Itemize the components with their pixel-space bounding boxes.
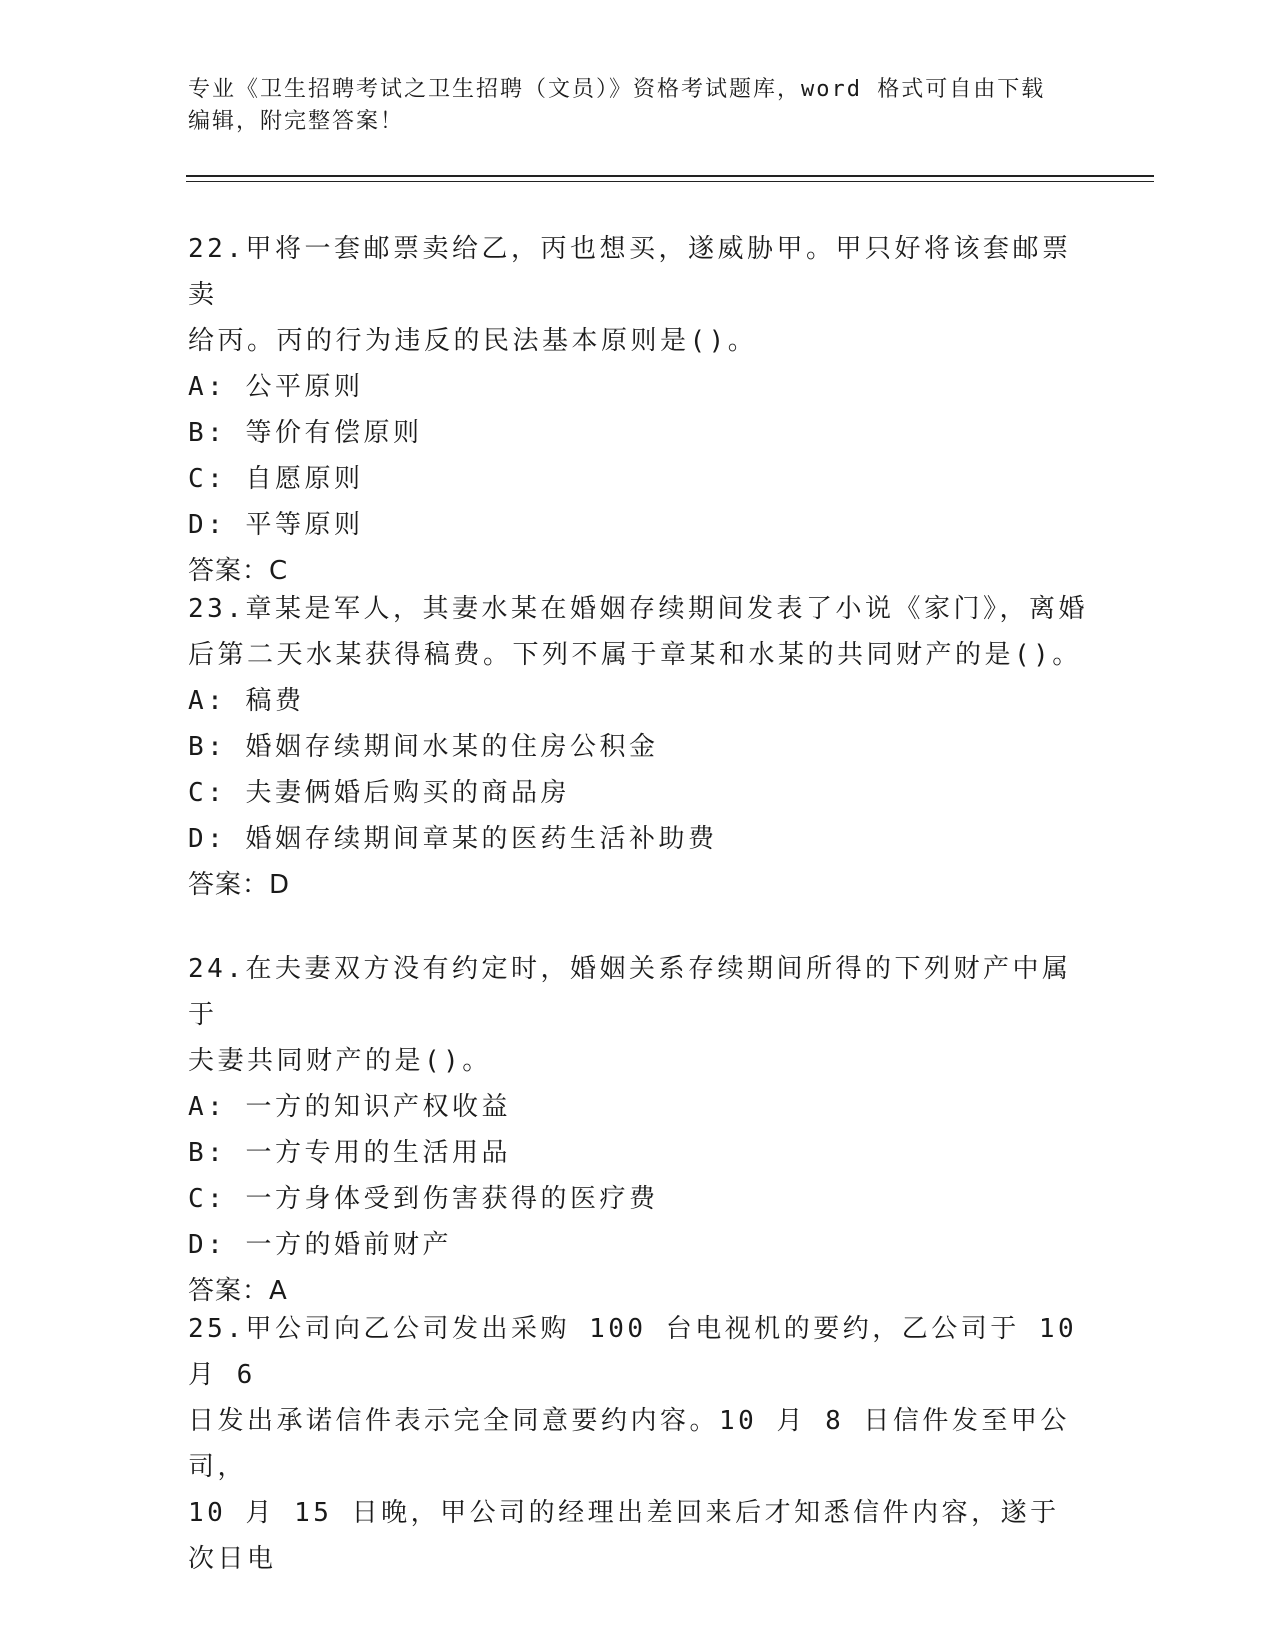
- option-d: D: 平等原则: [188, 510, 364, 540]
- answer-label: 答案：D: [188, 870, 291, 900]
- document-header: 专业《卫生招聘考试之卫生招聘（文员）》资格考试题库，word 格式可自由下载 编辑，附完整答案！: [188, 77, 1046, 134]
- header-divider-thick: [186, 175, 1154, 177]
- answer-label: 答案：A: [188, 1276, 288, 1306]
- option-b: B: 婚姻存续期间水某的住房公积金: [188, 732, 659, 762]
- question-24: [188, 946, 1088, 1314]
- option-b: B: 等价有偿原则: [188, 418, 423, 448]
- question-22: [188, 226, 1088, 594]
- question-23: [188, 586, 1088, 908]
- option-c: C: 自愿原则: [188, 464, 364, 494]
- option-d: D: 一方的婚前财产: [188, 1230, 452, 1260]
- header-divider-thin: [186, 181, 1154, 182]
- option-c: C: 一方身体受到伤害获得的医疗费: [188, 1184, 659, 1214]
- question-stem: 22.甲将一套邮票卖给乙，丙也想买，遂威胁甲。甲只好将该套邮票卖 给丙。丙的行为违反的民法基本原则是()。: [188, 234, 1072, 356]
- question-stem: 25.甲公司向乙公司发出采购 100 台电视机的要约，乙公司于 10 月 6 日发出承诺信件表示完全同意要约内容。10 月 8 日信件发至甲公司， 10 月 15 日晚，甲公司的经理出差回来后才知悉信件内容，遂于次日电: [188, 1314, 1078, 1574]
- option-d: D: 婚姻存续期间章某的医药生活补助费: [188, 824, 718, 854]
- option-b: B: 一方专用的生活用品: [188, 1138, 511, 1168]
- option-a: A: 稿费: [188, 686, 305, 716]
- question-stem: 24.在夫妻双方没有约定时，婚姻关系存续期间所得的下列财产中属于 夫妻共同财产的是()。: [188, 954, 1072, 1076]
- answer-label: 答案：C: [188, 556, 289, 586]
- option-a: A: 公平原则: [188, 372, 364, 402]
- question-25: [188, 1306, 1088, 1582]
- option-a: A: 一方的知识产权收益: [188, 1092, 511, 1122]
- option-c: C: 夫妻俩婚后购买的商品房: [188, 778, 570, 808]
- question-stem: 23.章某是军人，其妻水某在婚姻存续期间发表了小说《家门》，离婚 后第二天水某获得稿费。下列不属于章某和水某的共同财产的是()。: [188, 594, 1088, 670]
